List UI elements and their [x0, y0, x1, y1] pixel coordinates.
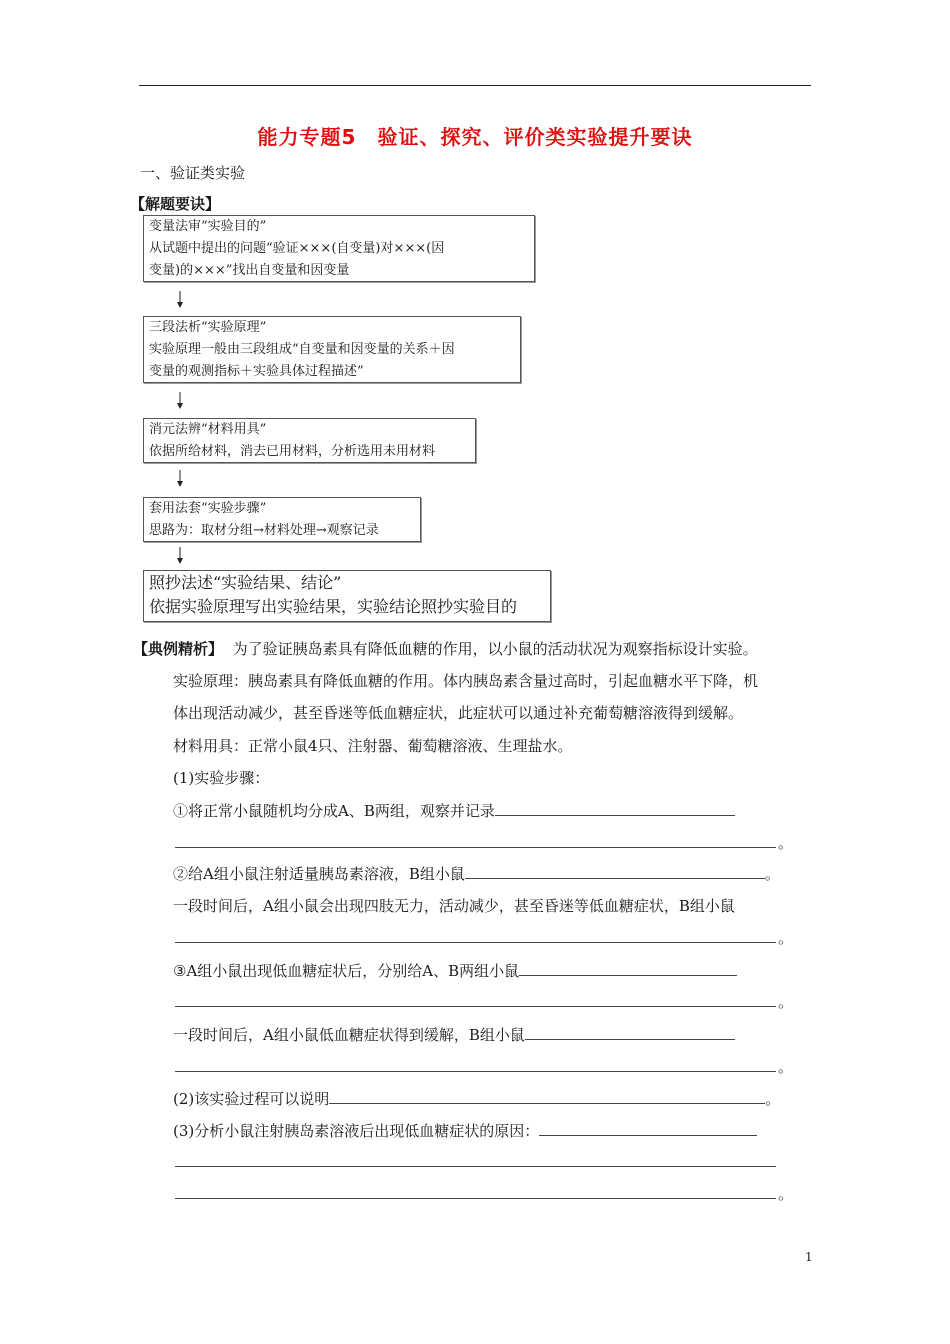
down-arrow-icon — [174, 470, 186, 488]
flow-box-text: 实验原理一般由三段组成“自变量和因变量的关系＋因 — [149, 342, 455, 357]
period: 。 — [765, 1090, 781, 1108]
down-arrow-icon — [174, 392, 186, 410]
flow-box-objective — [143, 215, 535, 282]
example-tag: 【典例精析】 — [133, 640, 224, 658]
step-1-text: ①将正常小鼠随机均分成A、B两组，观察并记录 — [173, 802, 495, 820]
flow-box-text: 变量)的×××”找出自变量和因变量 — [149, 263, 350, 278]
answer-blank[interactable] — [495, 801, 735, 816]
answer-line[interactable] — [175, 847, 776, 848]
flow-box-materials — [143, 418, 476, 463]
flow-box-heading: 消元法辨“材料用具” — [149, 422, 267, 437]
period: 。 — [778, 1058, 794, 1076]
question-1-label: (1)实验步骤： — [173, 769, 270, 787]
step-2 — [173, 863, 780, 884]
question-3 — [173, 1120, 757, 1141]
example-intro-text: 为了验证胰岛素具有降低血糖的作用，以小鼠的活动状况为观察指标设计实验。 — [232, 640, 758, 658]
step-3 — [173, 960, 737, 981]
flow-box-heading: 照抄法述“实验结果、结论” — [149, 573, 342, 592]
step-3-result-text: 一段时间后，A组小鼠低血糖症状得到缓解，B组小鼠 — [173, 1026, 525, 1044]
question-3-text: (3)分析小鼠注射胰岛素溶液后出现低血糖症状的原因： — [173, 1122, 540, 1140]
answer-blank[interactable] — [525, 1025, 735, 1040]
page-title: 能力专题5 验证、探究、评价类实验提升要诀 — [257, 125, 693, 149]
flow-box-results — [143, 570, 551, 622]
flow-box-heading: 套用法套“实验步骤” — [149, 501, 267, 516]
question-2-text: (2)该实验过程可以说明 — [173, 1090, 330, 1108]
down-arrow-icon — [174, 291, 186, 309]
period: 。 — [764, 865, 780, 883]
flow-box-text: 变量的观测指标＋实验具体过程描述” — [149, 364, 364, 379]
materials-line: 材料用具：正常小鼠4只、注射器、葡萄糖溶液、生理盐水。 — [173, 737, 573, 755]
principle-line-1: 实验原理：胰岛素具有降低血糖的作用。体内胰岛素含量过高时，引起血糖水平下降，机 — [173, 672, 759, 690]
answer-line[interactable] — [175, 1071, 776, 1072]
step-2-text: ②给A组小鼠注射适量胰岛素溶液，B组小鼠 — [173, 865, 465, 883]
section-heading: 一、验证类实验 — [140, 164, 246, 182]
answer-line[interactable] — [175, 1166, 776, 1167]
answer-line[interactable] — [175, 1006, 776, 1007]
answer-line[interactable] — [175, 942, 776, 943]
flow-box-heading: 三段法析“实验原理” — [149, 320, 267, 335]
step-3-text: ③A组小鼠出现低血糖症状后，分别给A、B两组小鼠 — [173, 962, 520, 980]
answer-line[interactable] — [175, 1198, 776, 1199]
answer-blank[interactable] — [465, 864, 765, 879]
question-2 — [173, 1088, 780, 1109]
step-1 — [173, 800, 735, 821]
period: 。 — [778, 834, 794, 852]
down-arrow-icon — [174, 547, 186, 565]
flow-box-steps — [143, 497, 421, 542]
period: 。 — [778, 993, 794, 1011]
answer-blank[interactable] — [539, 1121, 757, 1136]
top-rule — [139, 85, 811, 86]
tips-tag: 【解题要诀】 — [130, 195, 221, 213]
flow-box-heading: 变量法审“实验目的” — [149, 219, 267, 234]
flow-box-text: 从试题中提出的问题“验证×××(自变量)对×××(因 — [149, 241, 445, 256]
flow-box-principle — [143, 316, 521, 383]
step-2-result: 一段时间后，A组小鼠会出现四肢无力，活动减少，甚至昏迷等低血糖症状，B组小鼠 — [173, 897, 735, 915]
period: 。 — [778, 929, 794, 947]
example-intro — [133, 638, 758, 659]
period: 。 — [778, 1185, 794, 1203]
principle-line-2: 体出现活动减少，甚至昏迷等低血糖症状，此症状可以通过补充葡萄糖溶液得到缓解。 — [173, 704, 744, 722]
step-3-result — [173, 1024, 735, 1045]
answer-blank[interactable] — [519, 961, 737, 976]
flow-box-text: 依据实验原理写出实验结果，实验结论照抄实验目的 — [149, 597, 518, 616]
answer-blank[interactable] — [329, 1089, 765, 1104]
page-number: 1 — [805, 1250, 813, 1264]
flow-box-text: 思路为：取材分组→材料处理→观察记录 — [149, 523, 379, 538]
flow-box-text: 依据所给材料，消去已用材料，分析选用未用材料 — [149, 444, 436, 459]
